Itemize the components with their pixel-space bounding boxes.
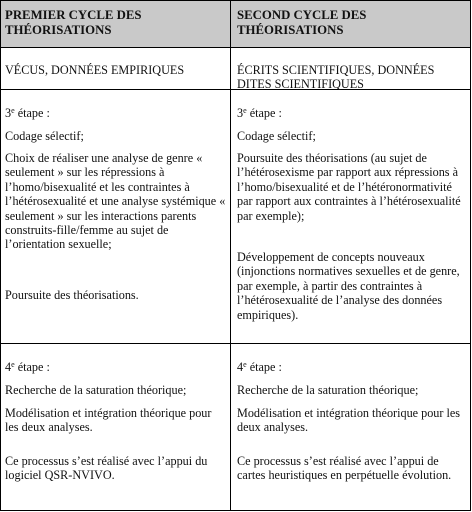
right-step3-number: 3 xyxy=(237,106,244,120)
right-step4-item: Ce processus s’est réalisé avec l’appui de cartes heuristiques en perpétuelle évolution. xyxy=(237,454,452,483)
left-step4-item: Modélisation et intégration théorique pour les deux analyses. xyxy=(5,406,212,435)
right-step4-label: étape : xyxy=(246,360,282,374)
left-step4-item: Ce processus s’est réalisé avec l’appui du logiciel QSR-NVIVO. xyxy=(5,454,208,483)
left-step4-suffix: e xyxy=(11,360,15,369)
left-source: VÉCUS, DONNÉES EMPIRIQUES xyxy=(5,63,185,77)
right-step3-label: étape : xyxy=(246,106,282,120)
left-step3-number: 3 xyxy=(5,106,12,120)
left-step4-number: 4 xyxy=(5,360,12,374)
right-step4-item: Recherche de la saturation théorique; xyxy=(237,383,419,397)
left-step4-item: Recherche de la saturation théorique; xyxy=(5,383,187,397)
step3-row-divider xyxy=(1,343,470,344)
left-step3-suffix: e xyxy=(11,106,15,115)
right-column-title xyxy=(237,8,467,37)
column-divider xyxy=(230,1,231,511)
right-step3-heading xyxy=(237,106,467,120)
right-step4-suffix: e xyxy=(243,360,247,369)
right-step3-item: Développement de concepts nouveaux (injonctions normatives sexuelles et de genre, par exemple, à partir des contraintes à l’hétérosexualité de l’analyse des données empiriques). xyxy=(237,250,460,322)
right-step3-suffix: e xyxy=(243,106,247,115)
left-step4-label: étape : xyxy=(14,360,50,374)
left-step4-heading xyxy=(5,360,227,374)
left-step3-item: Poursuite des théorisations. xyxy=(5,288,139,302)
left-title-line1: PREMIER CYCLE DES xyxy=(5,8,142,22)
right-title-line1: SECOND CYCLE DES xyxy=(237,8,367,22)
right-step4-item: Modélisation et intégration théorique pour les deux analyses. xyxy=(237,406,461,435)
left-step3-item: Codage sélectif; xyxy=(5,129,84,143)
left-step3-item: Choix de réaliser une analyse de genre « seulement » sur les répressions à l’homo/bisexualité et les contraintes à l’hétérosexualité et une analyse systémique « seulement » sur les interactions parents construits-fille/femme au sujet de l’orientation sexuelle; xyxy=(5,151,226,252)
right-step3-item: Codage sélectif; xyxy=(237,129,316,143)
right-step4-heading xyxy=(237,360,467,374)
left-step3-heading xyxy=(5,106,227,120)
header-divider xyxy=(1,47,470,48)
left-column-title xyxy=(5,8,227,37)
right-step4-number: 4 xyxy=(237,360,244,374)
left-title-line2: THÉORISATIONS xyxy=(5,22,112,37)
left-step3-label: étape : xyxy=(14,106,50,120)
right-source: ÉCRITS SCIENTIFIQUES, DONNÉES DITES SCIENTIFIQUES xyxy=(237,63,435,92)
right-title-line2: THÉORISATIONS xyxy=(237,22,344,37)
right-step3-item: Poursuite des théorisations (au sujet de l’hétérosexisme par rapport aux répressions à l’homo/bisexualité et de l’hétéronormativité par rapport aux contraintes à l’hétérosexualité par exemple); xyxy=(237,151,461,223)
